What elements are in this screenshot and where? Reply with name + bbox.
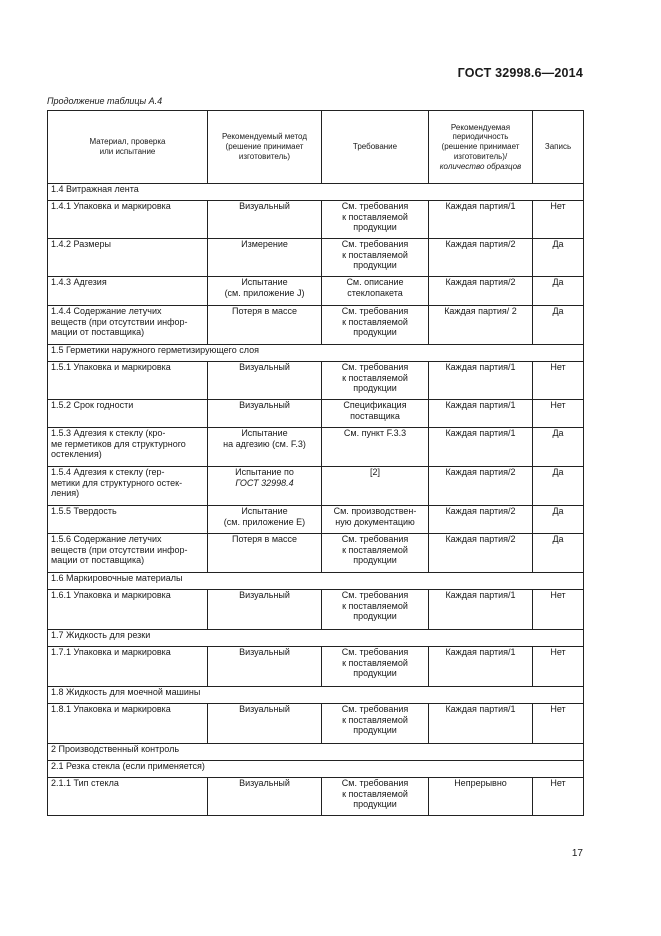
cell-record: Нет bbox=[533, 362, 584, 400]
inspection-table bbox=[47, 110, 584, 816]
cell-method: Визуальный bbox=[208, 704, 322, 744]
cell-frequency: Каждая партия/1 bbox=[429, 590, 533, 630]
cell-item: 2.1.1 Тип стекла bbox=[48, 778, 208, 816]
table-row bbox=[48, 239, 584, 277]
cell-item: 1.5.2 Срок годности bbox=[48, 400, 208, 428]
table-continuation-label: Продолжение таблицы А.4 bbox=[47, 96, 163, 106]
cell-record: Нет bbox=[533, 590, 584, 630]
section-title: 1.6 Маркировочные материалы bbox=[48, 573, 584, 590]
table-row bbox=[48, 428, 584, 467]
cell-requirement: Спецификация поставщика bbox=[322, 400, 429, 428]
cell-frequency: Каждая партия/1 bbox=[429, 400, 533, 428]
cell-item: 1.8.1 Упаковка и маркировка bbox=[48, 704, 208, 744]
cell-item: 1.5.5 Твердость bbox=[48, 506, 208, 534]
cell-frequency: Каждая партия/1 bbox=[429, 362, 533, 400]
table-row bbox=[48, 362, 584, 400]
table-row bbox=[48, 467, 584, 506]
cell-record: Да bbox=[533, 534, 584, 573]
cell-item: 1.5.4 Адгезия к стеклу (гер- метики для структурного остек- ления) bbox=[48, 467, 208, 506]
cell-requirement: См. требования к поставляемой продукции bbox=[322, 590, 429, 630]
cell-frequency: Каждая партия/2 bbox=[429, 467, 533, 506]
table-row bbox=[48, 534, 584, 573]
cell-item: 1.5.6 Содержание летучих веществ (при отсутствии инфор- мации от поставщика) bbox=[48, 534, 208, 573]
cell-method: Испытание (см. приложение J) bbox=[208, 277, 322, 306]
cell-requirement: См. описание стеклопакета bbox=[322, 277, 429, 306]
cell-record: Нет bbox=[533, 400, 584, 428]
cell-requirement: См. требования к поставляемой продукции bbox=[322, 306, 429, 345]
cell-record: Нет bbox=[533, 647, 584, 687]
cell-method: Испытание (см. приложение Е) bbox=[208, 506, 322, 534]
cell-item: 1.4.1 Упаковка и маркировка bbox=[48, 201, 208, 239]
cell-frequency: Каждая партия/1 bbox=[429, 201, 533, 239]
table-section-row bbox=[48, 687, 584, 704]
section-title: 1.4 Витражная лента bbox=[48, 184, 584, 201]
table-section-row bbox=[48, 630, 584, 647]
page-number: 17 bbox=[571, 848, 583, 859]
cell-method: Визуальный bbox=[208, 201, 322, 239]
header-frequency-italic: количество образцов bbox=[439, 161, 522, 171]
table-row bbox=[48, 306, 584, 345]
cell-requirement: [2] bbox=[322, 467, 429, 506]
cell-method: Потеря в массе bbox=[208, 534, 322, 573]
table-section-row bbox=[48, 345, 584, 362]
cell-record: Нет bbox=[533, 201, 584, 239]
cell-method: Визуальный bbox=[208, 647, 322, 687]
cell-requirement: См. требования к поставляемой продукции bbox=[322, 778, 429, 816]
cell-method: Визуальный bbox=[208, 590, 322, 630]
section-title: 2 Производственный контроль bbox=[48, 744, 584, 761]
cell-frequency: Каждая партия/1 bbox=[429, 704, 533, 744]
cell-frequency: Непрерывно bbox=[429, 778, 533, 816]
table-row bbox=[48, 590, 584, 630]
cell-item: 1.7.1 Упаковка и маркировка bbox=[48, 647, 208, 687]
cell-frequency: Каждая партия/2 bbox=[429, 277, 533, 306]
header-frequency bbox=[429, 111, 533, 184]
header-frequency-text: Рекомендуемая периодичность (решение принимает изготовитель)/ bbox=[441, 122, 520, 161]
cell-record: Нет bbox=[533, 778, 584, 816]
table-row bbox=[48, 778, 584, 816]
section-title: 2.1 Резка стекла (если применяется) bbox=[48, 761, 584, 778]
cell-requirement: См. требования к поставляемой продукции bbox=[322, 647, 429, 687]
cell-requirement: См. требования к поставляемой продукции bbox=[322, 362, 429, 400]
cell-frequency: Каждая партия/2 bbox=[429, 239, 533, 277]
header-method: Рекомендуемый метод (решение принимает изготовитель) bbox=[208, 111, 322, 184]
table-row bbox=[48, 277, 584, 306]
cell-requirement: См. требования к поставляемой продукции bbox=[322, 534, 429, 573]
cell-method: Испытание по ГОСТ 32998.4 bbox=[208, 467, 322, 506]
cell-requirement: См. пункт F.3.3 bbox=[322, 428, 429, 467]
cell-record: Да bbox=[533, 239, 584, 277]
cell-method: Визуальный bbox=[208, 362, 322, 400]
cell-method: Визуальный bbox=[208, 778, 322, 816]
section-title: 1.5 Герметики наружного герметизирующего слоя bbox=[48, 345, 584, 362]
cell-record: Да bbox=[533, 277, 584, 306]
header-record: Запись bbox=[533, 111, 584, 184]
table-row bbox=[48, 704, 584, 744]
section-title: 1.7 Жидкость для резки bbox=[48, 630, 584, 647]
cell-frequency: Каждая партия/2 bbox=[429, 506, 533, 534]
table-section-row bbox=[48, 573, 584, 590]
cell-frequency: Каждая партия/2 bbox=[429, 534, 533, 573]
cell-method: Измерение bbox=[208, 239, 322, 277]
table-header-row bbox=[48, 111, 584, 184]
cell-method: Потеря в массе bbox=[208, 306, 322, 345]
table-row bbox=[48, 400, 584, 428]
cell-requirement: См. требования к поставляемой продукции bbox=[322, 239, 429, 277]
cell-frequency: Каждая партия/1 bbox=[429, 428, 533, 467]
cell-record: Да bbox=[533, 306, 584, 345]
header-requirement: Требование bbox=[322, 111, 429, 184]
cell-item: 1.6.1 Упаковка и маркировка bbox=[48, 590, 208, 630]
cell-requirement: См. требования к поставляемой продукции bbox=[322, 704, 429, 744]
header-material: Материал, проверка или испытание bbox=[48, 111, 208, 184]
table-body bbox=[48, 184, 584, 816]
cell-record: Да bbox=[533, 467, 584, 506]
document-code: ГОСТ 32998.6—2014 bbox=[457, 66, 583, 80]
table-section-row bbox=[48, 744, 584, 761]
table-row bbox=[48, 201, 584, 239]
cell-item: 1.4.2 Размеры bbox=[48, 239, 208, 277]
cell-record: Да bbox=[533, 506, 584, 534]
cell-item: 1.5.3 Адгезия к стеклу (кро- ме герметиков для структурного остекления) bbox=[48, 428, 208, 467]
cell-frequency: Каждая партия/1 bbox=[429, 647, 533, 687]
table-section-row bbox=[48, 761, 584, 778]
cell-item: 1.4.3 Адгезия bbox=[48, 277, 208, 306]
cell-record: Нет bbox=[533, 704, 584, 744]
cell-requirement: См. производствен- ную документацию bbox=[322, 506, 429, 534]
cell-requirement: См. требования к поставляемой продукции bbox=[322, 201, 429, 239]
cell-record: Да bbox=[533, 428, 584, 467]
cell-method: Испытание на адгезию (см. F.3) bbox=[208, 428, 322, 467]
table-row bbox=[48, 506, 584, 534]
table-row bbox=[48, 647, 584, 687]
cell-frequency: Каждая партия/ 2 bbox=[429, 306, 533, 345]
section-title: 1.8 Жидкость для моечной машины bbox=[48, 687, 584, 704]
cell-item: 1.4.4 Содержание летучих веществ (при отсутствии инфор- мации от поставщика) bbox=[48, 306, 208, 345]
cell-method: Визуальный bbox=[208, 400, 322, 428]
table-section-row bbox=[48, 184, 584, 201]
cell-item: 1.5.1 Упаковка и маркировка bbox=[48, 362, 208, 400]
